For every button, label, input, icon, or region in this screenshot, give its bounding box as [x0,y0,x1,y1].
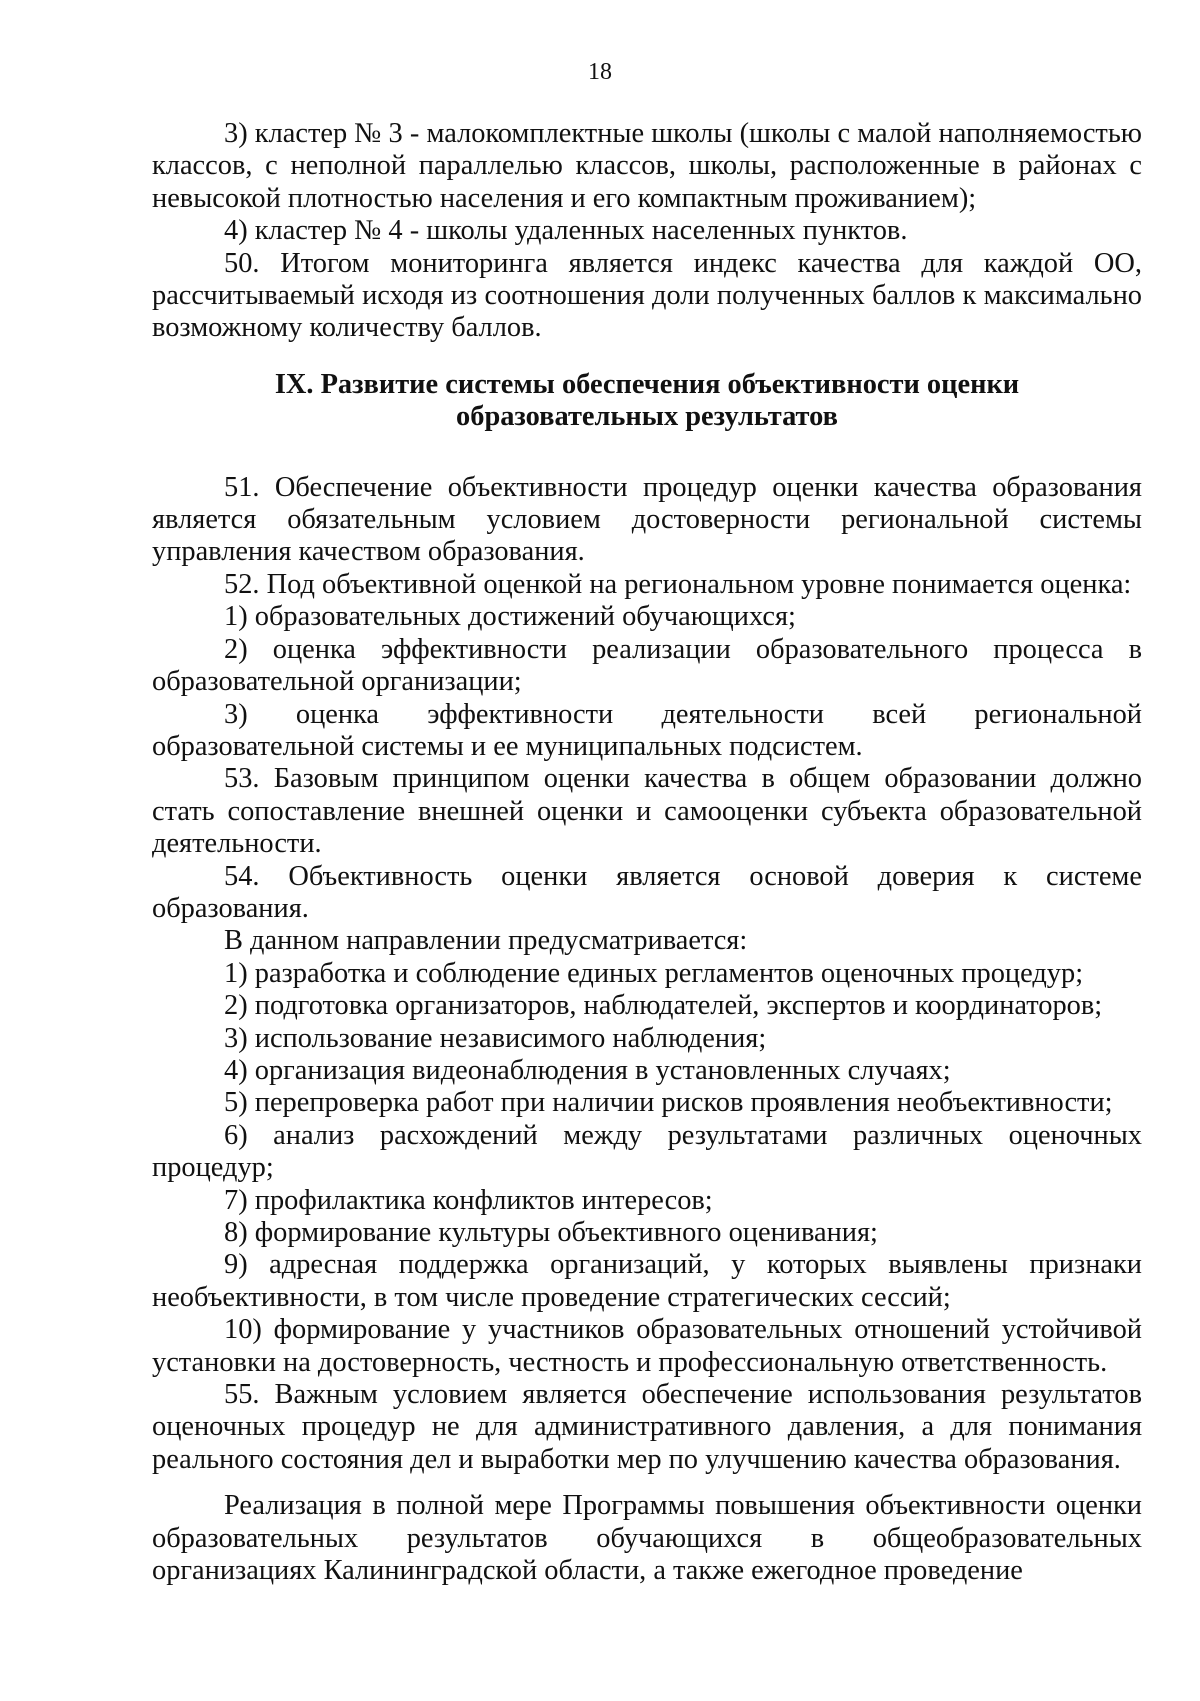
paragraph-53: 53. Базовым принципом оценки качества в общем образовании должно стать сопоставление внешней оценки и самооценки субъекта образовательной деятельности. [152,763,1142,860]
list-item-54-6: 6) анализ расхождений между результатами различных оценочных процедур; [152,1119,1142,1184]
section-title-line-2: образовательных результатов [456,401,838,433]
list-item-54-3: 3) использование независимого наблюдения; [224,1022,767,1054]
paragraph-cluster-4: 4) кластер № 4 - школы удаленных населенных пунктов. [224,215,908,247]
list-item-54-4: 4) организация видеонаблюдения в установленных случаях; [224,1054,951,1086]
paragraph-55: 55. Важным условием является обеспечение использования результатов оценочных процедур не для административного давления, а для понимания реального состояния дел и выработки мер по улучшению качества образования. [152,1379,1142,1475]
list-item-54-10: 10) формирование у участников образовательных отношений устойчивой установки на достоверность, честность и профессиональную ответственность. [152,1314,1142,1378]
paragraph-51: 51. Обеспечение объективности процедур оценки качества образования является обязательным условием достоверности региональной системы управления качеством образования. [152,471,1142,568]
paragraph-closing: Реализация в полной мере Программы повышения объективности оценки образовательных результатов обучающихся в общеобразовательных организациях Калининградской области, а также ежегодное проведение [152,1490,1142,1587]
list-item-52-2: 2) оценка эффективности реализации образовательного процесса в образовательной организации; [152,633,1142,698]
list-item-52-1: 1) образовательных достижений обучающихся; [224,601,796,633]
paragraph-54-intro: В данном направлении предусматривается: [224,925,748,957]
document-body [152,118,1142,1587]
list-item-54-7: 7) профилактика конфликтов интересов; [224,1184,713,1216]
paragraph-52: 52. Под объективной оценкой на региональном уровне понимается оценка: [224,568,1132,600]
list-item-54-2: 2) подготовка организаторов, наблюдателей, экспертов и координаторов; [224,990,1103,1022]
page-number: 18 [588,59,612,85]
paragraph-cluster-3: 3) кластер № 3 - малокомплектные школы (школы с малой наполняемостью классов, с неполной параллелью классов, школы, расположенные в районах с невысокой плотностью населения и его компактным проживанием); [152,118,1142,214]
paragraph-54: 54. Объективность оценки является основой доверия к системе образования. [152,860,1142,924]
section-title [152,369,1142,434]
list-item-54-8: 8) формирование культуры объективного оценивания; [224,1217,878,1248]
paragraph-50: 50. Итогом мониторинга является индекс качества для каждой ОО, рассчитываемый исходя из соотношения доли полученных баллов к максимально возможному количеству баллов. [152,247,1142,344]
list-item-54-1: 1) разработка и соблюдение единых регламентов оценочных процедур; [224,957,1084,989]
section-title-line-1: IX. Развитие системы обеспечения объективности оценки [274,368,1020,400]
list-item-54-9: 9) адресная поддержка организаций, у которых выявлены признаки необъективности, в том числе проведение стратегических сессий; [152,1249,1142,1313]
list-item-52-3: 3) оценка эффективности деятельности всей региональной образовательной системы и ее муниципальных подсистем. [152,698,1142,762]
list-item-54-5: 5) перепроверка работ при наличии рисков проявления необъективности; [224,1087,1113,1119]
